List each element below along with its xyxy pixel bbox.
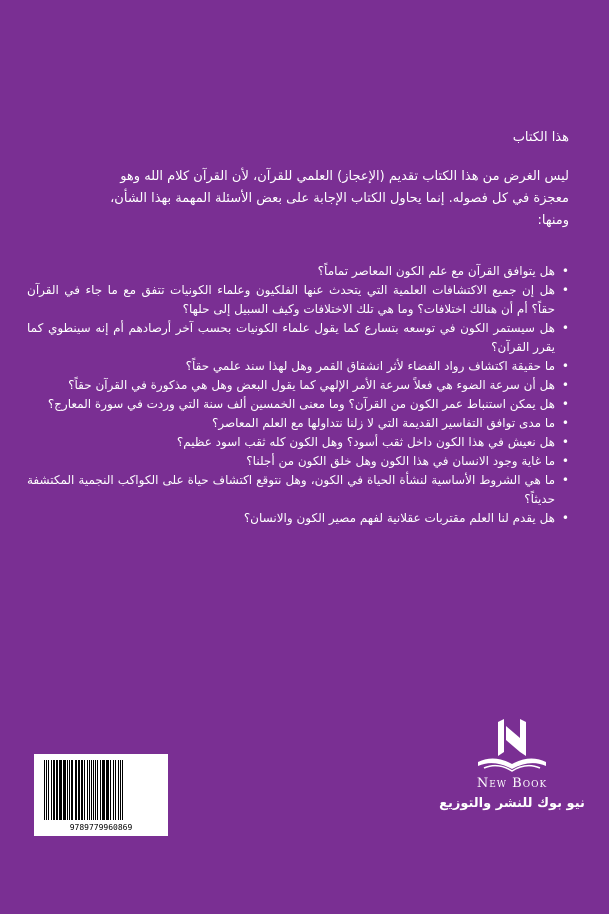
question-item: • ما غاية وجود الانسان في هذا الكون وهل خلق الكون من أجلنا؟ xyxy=(27,452,555,471)
barcode-bar xyxy=(89,760,90,820)
barcode-bar xyxy=(113,760,114,820)
barcode-bar xyxy=(56,760,58,820)
barcode-bar xyxy=(63,760,66,820)
questions-list xyxy=(27,262,569,528)
question-item: • هل أن سرعة الضوء هي فعلاً سرعة الأمر الإلهي كما يقول البعض وهل هي مذكورة في القرآن حقاً؟ xyxy=(27,376,555,395)
intro-paragraph xyxy=(41,166,569,232)
barcode-bar xyxy=(67,760,68,820)
question-item: • هل سيستمر الكون في توسعه بتسارع كما يقول علماء الكونيات بحسب آخر أرصادهم أم إنه سينطوي كما يقرر القرآن؟ xyxy=(27,319,555,357)
publisher-name-ar: نيو بوك للنشر والتوزيع xyxy=(439,796,585,811)
barcode-bar xyxy=(115,760,116,820)
barcode-bar xyxy=(46,760,47,820)
intro-line: معجزة في كل فصوله. إنما يحاول الكتاب الإجابة على بعض الأسئلة المهمة بهذا الشأن، xyxy=(110,191,569,206)
publisher-logo xyxy=(432,718,592,838)
barcode-bar xyxy=(122,760,123,820)
barcode-bar xyxy=(102,760,105,820)
barcode-bar xyxy=(120,760,121,820)
question-item: • هل نعيش في هذا الكون داخل ثقب أسود؟ وهل الكون كله ثقب اسود عظيم؟ xyxy=(27,433,555,452)
barcode-bar xyxy=(81,760,83,820)
barcode-bar xyxy=(71,760,73,820)
barcode-bar xyxy=(48,760,49,820)
question-item: • هل إن جميع الاكتشافات العلمية التي يتحدث عنها الفلكيون وعلماء الكونيات تتفق مع ما جاء في القرآن حقاً؟ أم أن هنالك اختلافات؟ وما هي تلك الاختلافات وكيف السبيل إلى حلها؟ xyxy=(27,281,555,319)
question-item: • ما مدى توافق التفاسير القديمة التي لا زلنا نتداولها مع العلم المعاصر؟ xyxy=(27,414,555,433)
barcode-bar xyxy=(100,760,101,820)
barcode-bar xyxy=(118,760,119,820)
barcode-bar xyxy=(110,760,111,820)
intro-line: ومنها: xyxy=(537,213,569,228)
question-item: • هل يتوافق القرآن مع علم الكون المعاصر تماماً؟ xyxy=(27,262,555,281)
page-title: هذا الكتاب xyxy=(512,130,569,145)
barcode-bar xyxy=(44,760,45,820)
barcode-bar xyxy=(87,760,88,820)
barcode-bar xyxy=(84,760,85,820)
question-item: • ما حقيقة اكتشاف رواد الفضاء لأثر انشقاق القمر وهل لهذا سند علمي حقاً؟ xyxy=(27,357,555,376)
barcode-bar xyxy=(78,760,80,820)
barcode-bar xyxy=(53,760,55,820)
barcode xyxy=(34,754,168,836)
isbn-number: 9789779960869 xyxy=(69,823,133,832)
question-item: • هل يمكن استنباط عمر الكون من القرآن؟ وما معنى الخمسين ألف سنة التي وردت في سورة المعارج؟ xyxy=(27,395,555,414)
barcode-bar xyxy=(97,760,98,820)
barcode-bar xyxy=(69,760,70,820)
barcode-bar xyxy=(51,760,52,820)
barcode-bar xyxy=(93,760,94,820)
question-item: • ما هي الشروط الأساسية لنشأة الحياة في الكون، وهل نتوقع اكتشاف حياة على الكواكب النجمية المكتشفة حديثاً؟ xyxy=(27,471,555,509)
barcode-bar xyxy=(59,760,62,820)
open-book-logo-icon xyxy=(474,718,550,774)
barcode-bars xyxy=(42,760,160,820)
question-item: • هل يقدم لنا العلم مقتربات عقلانية لفهم مصير الكون والانسان؟ xyxy=(27,509,555,528)
barcode-bar xyxy=(95,760,96,820)
barcode-bar xyxy=(106,760,109,820)
publisher-name-en: New Book xyxy=(476,776,548,791)
barcode-bar xyxy=(91,760,92,820)
intro-line: ليس الغرض من هذا الكتاب تقديم (الإعجاز) العلمي للقرآن، لأن القرآن كلام الله وهو xyxy=(120,169,569,184)
barcode-bar xyxy=(75,760,77,820)
